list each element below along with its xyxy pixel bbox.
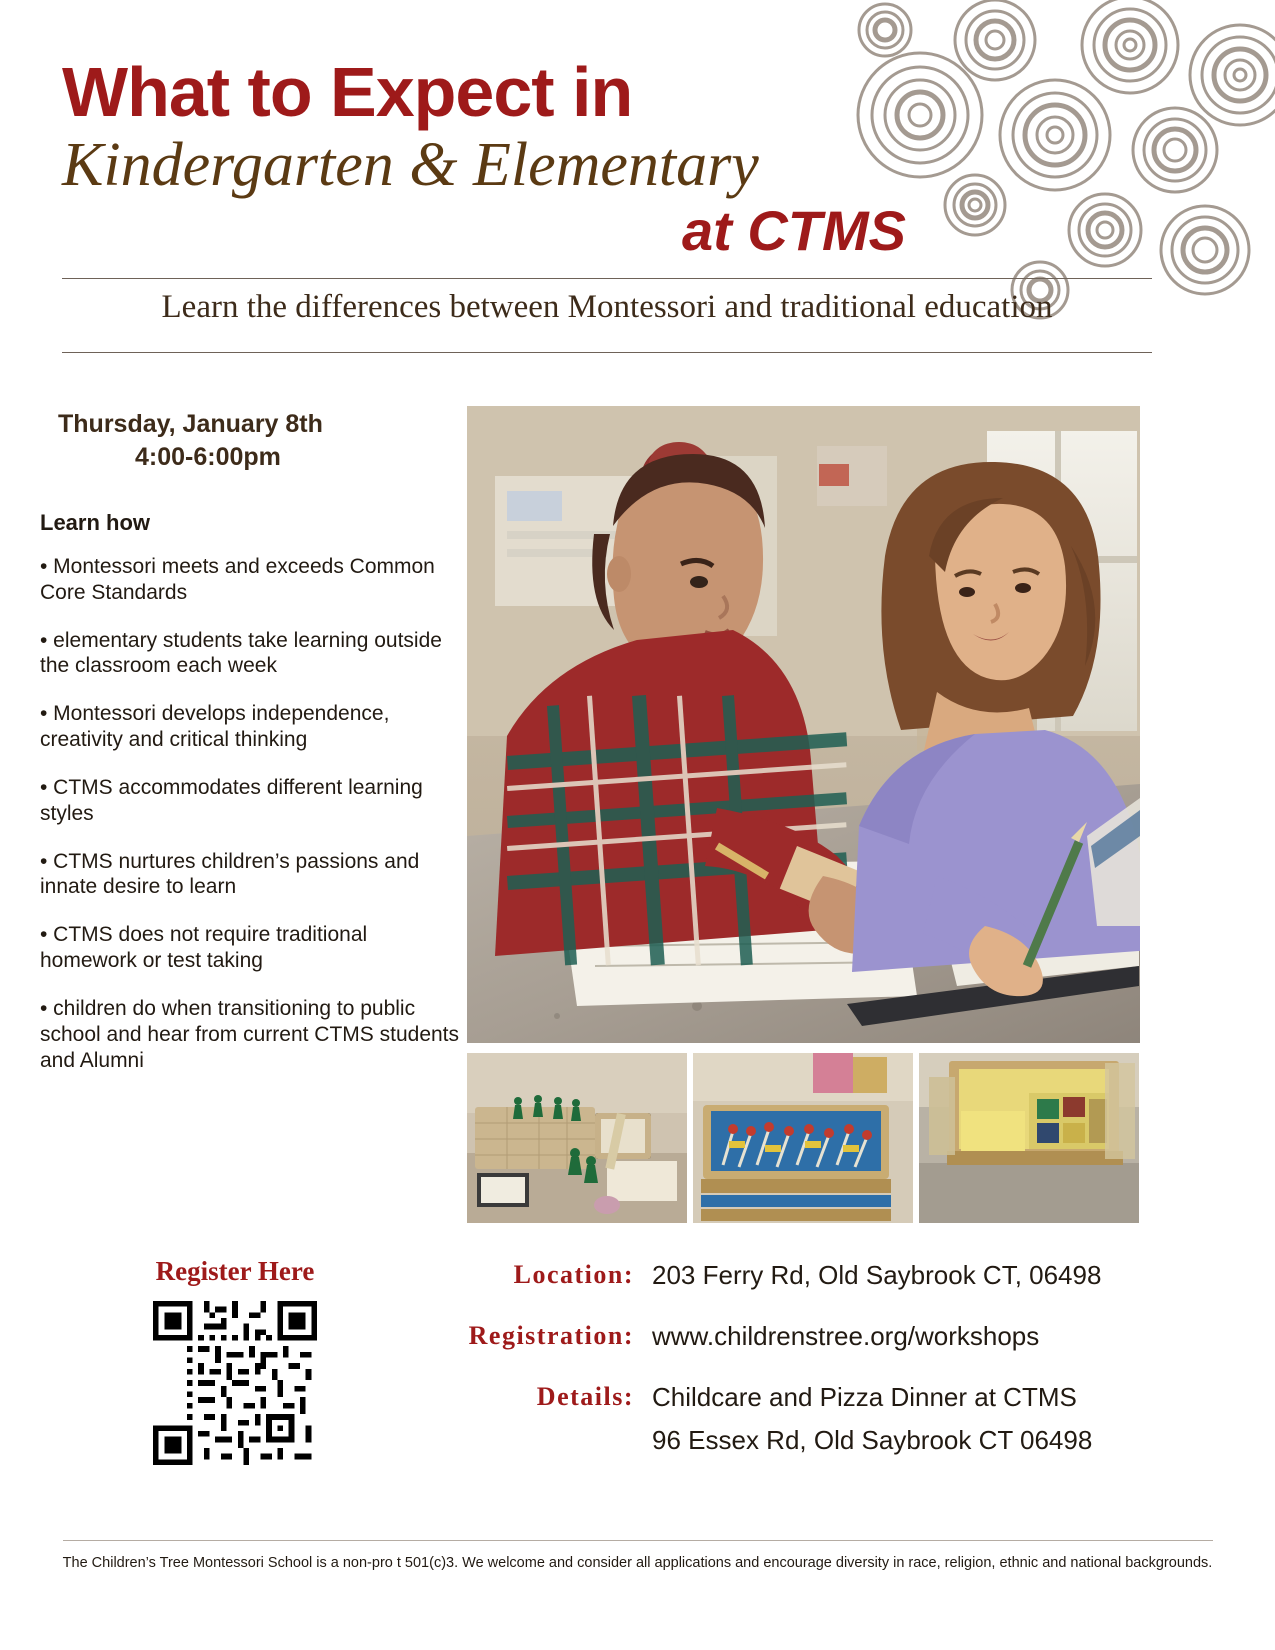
location-label: Location:	[513, 1260, 634, 1289]
photo-montessori-materials-1	[467, 1053, 687, 1223]
list-item: • children do when transitioning to public school and hear from current CTMS students and Alumni	[40, 996, 460, 1072]
details-column	[40, 410, 460, 1095]
photo-strip	[467, 1053, 1140, 1223]
divider-bottom	[62, 352, 1152, 353]
page-title: What to Expect in	[62, 53, 633, 131]
details-line-1: Childcare and Pizza Dinner at CTMS	[652, 1382, 1077, 1413]
list-item: • elementary students take learning outside the classroom each week	[40, 628, 442, 678]
register-block	[110, 1256, 360, 1465]
footer-divider	[63, 1540, 1213, 1541]
qr-code[interactable]	[143, 1301, 327, 1465]
list-item: • CTMS does not require traditional homework or test taking	[40, 923, 368, 973]
info-block	[430, 1258, 1190, 1484]
learn-how-heading: Learn how	[40, 510, 151, 535]
event-date: Thursday, January 8th	[58, 410, 323, 438]
footer-disclaimer: The Children’s Tree Montessori School is a non-pro t 501(c)3. We welcome and consider all applications and encourage diversity in race, religion, ethnic and national backgrounds.	[62, 1555, 1213, 1571]
page-subtitle: Kindergarten & Elementary	[62, 130, 759, 199]
register-heading: Register Here	[155, 1256, 315, 1286]
info-row-registration	[430, 1319, 1190, 1354]
list-item: • Montessori develops independence, creativity and critical thinking	[40, 702, 390, 752]
list-item: • CTMS nurtures children’s passions and innate desire to learn	[40, 849, 420, 899]
details-label: Details:	[536, 1382, 634, 1412]
registration-label: Registration:	[468, 1321, 634, 1351]
photo-montessori-materials-2	[693, 1053, 913, 1223]
tagline: Learn the differences between Montessori and traditional education	[161, 289, 1053, 326]
details-value	[652, 1380, 1092, 1458]
location-value: 203 Ferry Rd, Old Saybrook CT, 06498	[652, 1260, 1102, 1290]
info-row-location	[430, 1258, 1190, 1293]
page-title-at-ctms: at CTMS	[682, 198, 906, 262]
event-time: 4:00-6:00pm	[135, 443, 281, 471]
flyer-header	[62, 53, 1152, 353]
footer	[0, 1540, 1275, 1571]
info-row-details	[430, 1380, 1190, 1458]
list-item: • CTMS accommodates different learning styles	[40, 775, 423, 825]
list-item: • Montessori meets and exceeds Common Core Standards	[40, 555, 435, 604]
details-line-2: 96 Essex Rd, Old Saybrook CT 06498	[652, 1425, 1093, 1456]
photo-montessori-materials-3	[919, 1053, 1139, 1223]
registration-url[interactable]: www.childrenstree.org/workshops	[652, 1321, 1040, 1352]
main-photo-classroom	[467, 406, 1140, 1043]
